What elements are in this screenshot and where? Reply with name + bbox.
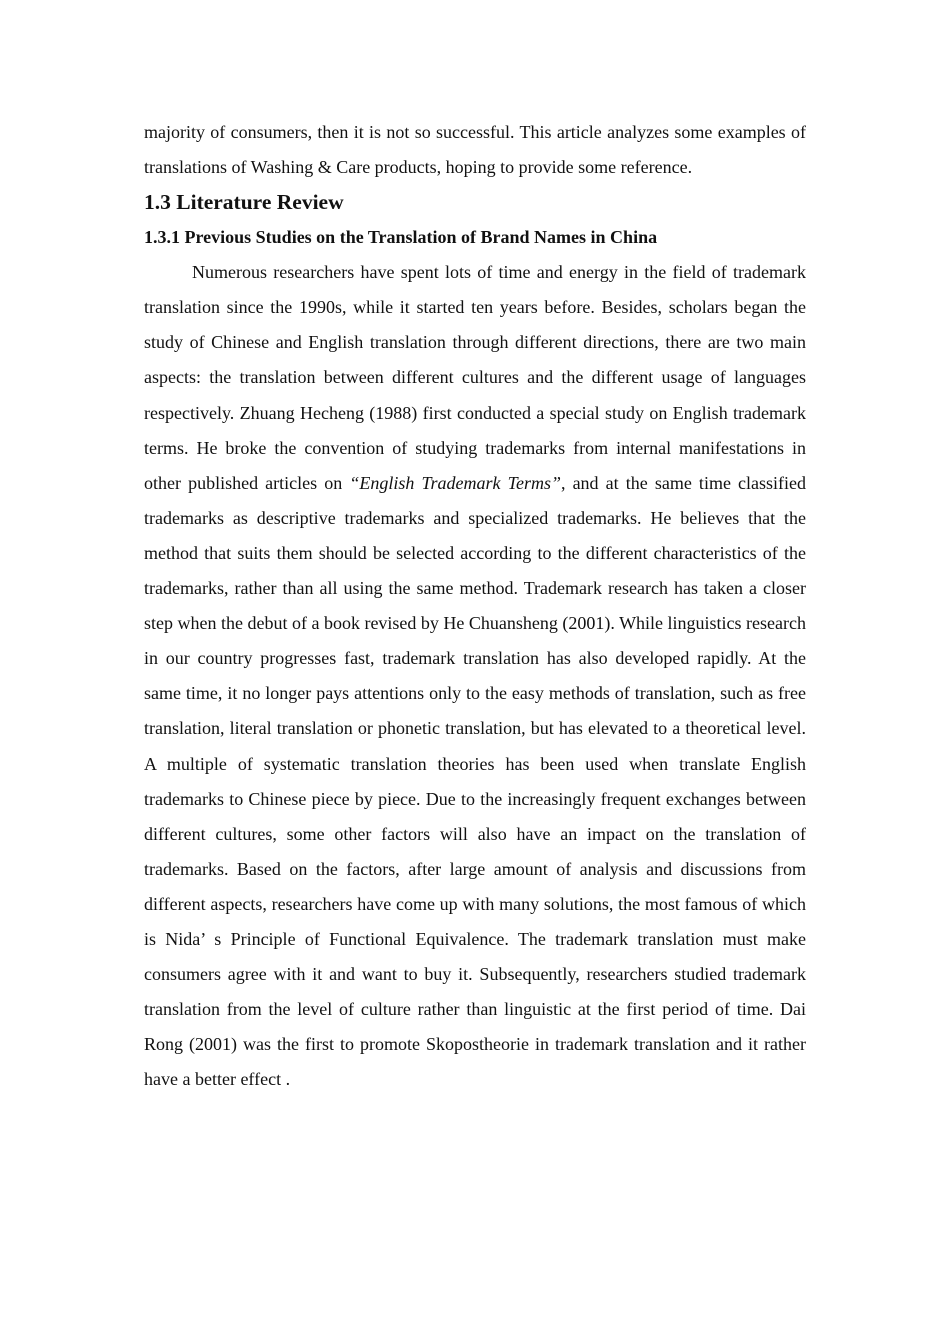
body-paragraph — [144, 255, 806, 1097]
continued-paragraph: majority of consumers, then it is not so successful. This article analyzes some examples of translations of Washing & Care products, hoping to provide some reference. — [144, 122, 806, 178]
document-page — [144, 115, 806, 1097]
italic-article-title: “English Trademark Terms” — [349, 472, 561, 493]
section-heading: 1.3 Literature Review — [144, 190, 344, 215]
body-paragraph-part1: Numerous researchers have spent lots of time and energy in the field of trademark translation since the 1990s, while it started ten years before. Besides, scholars began the study of Chinese and English translation through different directions, there are two main aspects: the translation between different cultures and the different usage of languages respectively. Zhuang Hecheng (1988) first conducted a special study on English trademark terms. He broke the convention of studying trademarks from internal manifestations in other published articles on — [144, 262, 806, 493]
subsection-heading: 1.3.1 Previous Studies on the Translation of Brand Names in China — [144, 227, 658, 248]
body-paragraph-part2: , and at the same time classified trademarks as descriptive trademarks and specialized trademarks. He believes that the method that suits them should be selected according to the different characteristics of the trademarks, rather than all using the same method. Trademark research has taken a closer step when the debut of a book revised by He Chuansheng (2001). While linguistics research in our country progresses fast, trademark translation has also developed rapidly. At the same time, it no longer pays attentions only to the easy methods of translation, such as free translation, literal translation or phonetic translation, but has elevated to a theoretical level. A multiple of systematic translation theories has been used when translate English trademarks to Chinese piece by piece. Due to the increasingly frequent exchanges between different cultures, some other factors will also have an impact on the translation of trademarks. Based on the factors, after large amount of analysis and discussions from different aspects, researchers have come up with many solutions, the most famous of which is Nida’ s Principle of Functional Equivalence. The trademark translation must make consumers agree with it and want to buy it. Subsequently, researchers studied trademark translation from the level of culture rather than linguistic at the first period of time. Dai Rong (2001) was the first to promote Skopostheorie in trademark translation and it rather have a better effect . — [144, 472, 807, 1090]
